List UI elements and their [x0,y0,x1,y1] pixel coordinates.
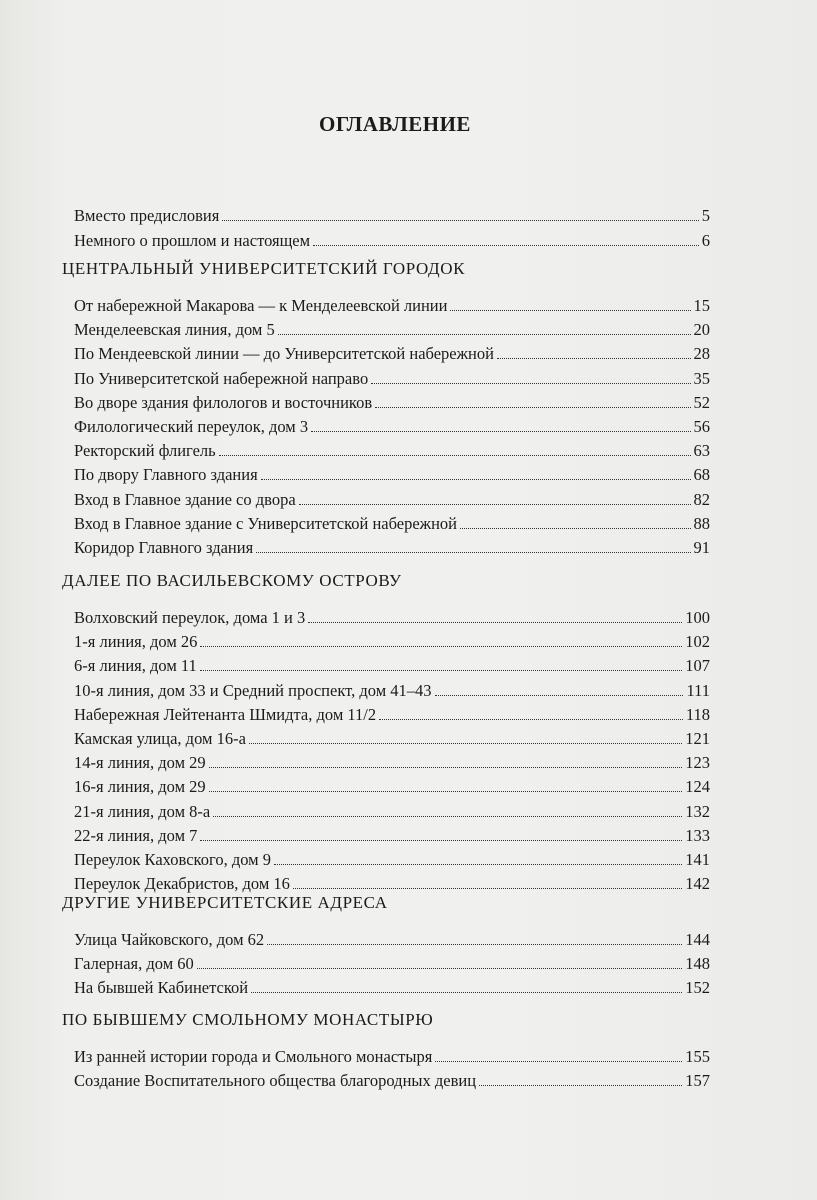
toc-page-number: 142 [685,874,710,893]
toc-entry-label: Коридор Главного здания [74,538,254,557]
toc-entry[interactable] [74,1067,710,1091]
dot-leader [311,431,690,432]
toc-entry[interactable] [74,870,710,894]
toc-entry[interactable] [74,974,710,998]
section-heading: ДАЛЕЕ ПО ВАСИЛЬЕВСКОМУ ОСТРОВУ [62,571,402,590]
toc-entry-label: По двору Главного здания [74,465,258,484]
toc-entry[interactable] [74,227,710,251]
toc-entry-label: Создание Воспитательного общества благородных девиц [74,1071,477,1090]
toc-entry[interactable] [74,652,710,676]
dot-leader [435,1061,682,1062]
toc-page-number: 133 [685,826,710,845]
dot-leader [200,646,682,647]
toc-page-number: 52 [693,393,710,412]
dot-leader [249,743,682,744]
toc-page-number: 111 [686,681,710,700]
toc-entry-label: Вход в Главное здание с Университетской набережной [74,514,457,533]
toc-entry-label: 22-я линия, дом 7 [74,826,198,845]
toc-entry-label: От набережной Макарова — к Менделеевской линии [74,296,448,315]
toc-entry[interactable] [74,534,710,558]
toc-page-number: 144 [685,930,710,949]
section-heading: ПО БЫВШЕМУ СМОЛЬНОМУ МОНАСТЫРЮ [62,1010,434,1029]
toc-entry[interactable] [74,316,710,340]
dot-leader [293,888,682,889]
toc-page-number: 141 [685,850,710,869]
dot-leader [251,992,682,993]
dot-leader [219,455,691,456]
toc-entry[interactable] [74,510,710,534]
dot-leader [278,334,691,335]
dot-leader [460,528,691,529]
toc-entry[interactable] [74,725,710,749]
dot-leader [375,407,690,408]
toc-page-number: 35 [693,369,710,388]
page-title: ОГЛАВЛЕНИЕ [319,112,471,136]
toc-entry[interactable] [74,846,710,870]
toc-entry[interactable] [74,701,710,725]
dot-leader [313,245,699,246]
toc-entry-label: По Мендеевской линии — до Университетской набережной [74,344,494,363]
toc-page-number: 124 [685,777,710,796]
dot-leader [213,816,682,817]
toc-page-number: 6 [701,231,710,250]
toc-entry-label: Из ранней истории города и Смольного монастыря [74,1047,433,1066]
toc-page-number: 5 [701,206,710,225]
toc-entry[interactable] [74,202,710,226]
toc-page-number: 102 [685,632,710,651]
toc-page-number: 15 [693,296,710,315]
toc-entry-label: Набережная Лейтенанта Шмидта, дом 11/2 [74,705,377,724]
toc-entry-label: Улица Чайковского, дом 62 [74,930,265,949]
toc-entry-label: 6-я линия, дом 11 [74,656,197,675]
toc-entry-label: Переулок Декабристов, дом 16 [74,874,290,893]
toc-entry-label: Менделеевская линия, дом 5 [74,320,275,339]
toc-entry-label: Вход в Главное здание со двора [74,490,296,509]
toc-entry[interactable] [74,413,710,437]
toc-page-number: 107 [685,656,710,675]
toc-entry[interactable] [74,389,710,413]
dot-leader [200,670,682,671]
dot-leader [209,791,683,792]
toc-page-number: 63 [693,441,710,460]
toc-entry-label: На бывшей Кабинетской [74,978,249,997]
toc-page-number: 20 [693,320,710,339]
toc-entry-label: Переулок Каховского, дом 9 [74,850,271,869]
toc-entry-label: Ректорский флигель [74,441,216,460]
toc-page-number: 121 [685,729,710,748]
dot-leader [450,310,690,311]
toc-page-number: 157 [685,1071,710,1090]
toc-page-number: 68 [693,465,710,484]
dot-leader [479,1085,682,1086]
toc-entry[interactable] [74,677,710,701]
dot-leader [308,622,682,623]
toc-entry[interactable] [74,822,710,846]
toc-page-number: 56 [693,417,710,436]
dot-leader [197,968,682,969]
dot-leader [209,767,683,768]
toc-page-number: 100 [685,608,710,627]
toc-page-number: 155 [685,1047,710,1066]
toc-page-number: 88 [693,514,710,533]
toc-entry[interactable] [74,437,710,461]
toc-entry[interactable] [74,628,710,652]
toc-entry-label: По Университетской набережной направо [74,369,369,388]
dot-leader [299,504,691,505]
toc-page-number: 82 [693,490,710,509]
toc-page-number: 148 [685,954,710,973]
toc-page-number: 91 [693,538,710,557]
dot-leader [267,944,682,945]
toc-entry[interactable] [74,292,710,316]
toc-entry-label: 21-я линия, дом 8-а [74,802,211,821]
toc-entry[interactable] [74,749,710,773]
toc-entry[interactable] [74,1043,710,1067]
toc-entry[interactable] [74,773,710,797]
toc-entry-label: Немного о прошлом и настоящем [74,231,311,250]
toc-entry[interactable] [74,950,710,974]
toc-entry-label: 1-я линия, дом 26 [74,632,198,651]
toc-page-number: 152 [685,978,710,997]
dot-leader [274,864,682,865]
toc-page-number: 132 [685,802,710,821]
toc-entry-label: 16-я линия, дом 29 [74,777,206,796]
dot-leader [435,695,684,696]
dot-leader [222,220,698,221]
toc-entry-label: 10-я линия, дом 33 и Средний проспект, дом 41–43 [74,681,432,700]
toc-entry-label: Галерная, дом 60 [74,954,194,973]
dot-leader [379,719,683,720]
section-heading: ДРУГИЕ УНИВЕРСИТЕТСКИЕ АДРЕСА [62,893,388,912]
toc-entry[interactable] [74,340,710,364]
section-heading: ЦЕНТРАЛЬНЫЙ УНИВЕРСИТЕТСКИЙ ГОРОДОК [62,259,466,278]
toc-entry[interactable] [74,486,710,510]
dot-leader [371,383,690,384]
toc-entry-label: 14-я линия, дом 29 [74,753,206,772]
toc-page-number: 28 [693,344,710,363]
toc-entry[interactable] [74,365,710,389]
dot-leader [497,358,691,359]
toc-entry[interactable] [74,798,710,822]
toc-entry[interactable] [74,461,710,485]
toc-entry-label: Волховский переулок, дома 1 и 3 [74,608,306,627]
toc-entry[interactable] [74,604,710,628]
dot-leader [256,552,690,553]
toc-entry-label: Филологический переулок, дом 3 [74,417,309,436]
toc-entry-label: Во дворе здания филологов и восточников [74,393,373,412]
toc-entry-label: Вместо предисловия [74,206,220,225]
toc-page-number: 123 [685,753,710,772]
dot-leader [261,479,691,480]
toc-page-number: 118 [685,705,710,724]
toc-entry-label: Камская улица, дом 16-а [74,729,246,748]
dot-leader [200,840,682,841]
toc-entry[interactable] [74,926,710,950]
